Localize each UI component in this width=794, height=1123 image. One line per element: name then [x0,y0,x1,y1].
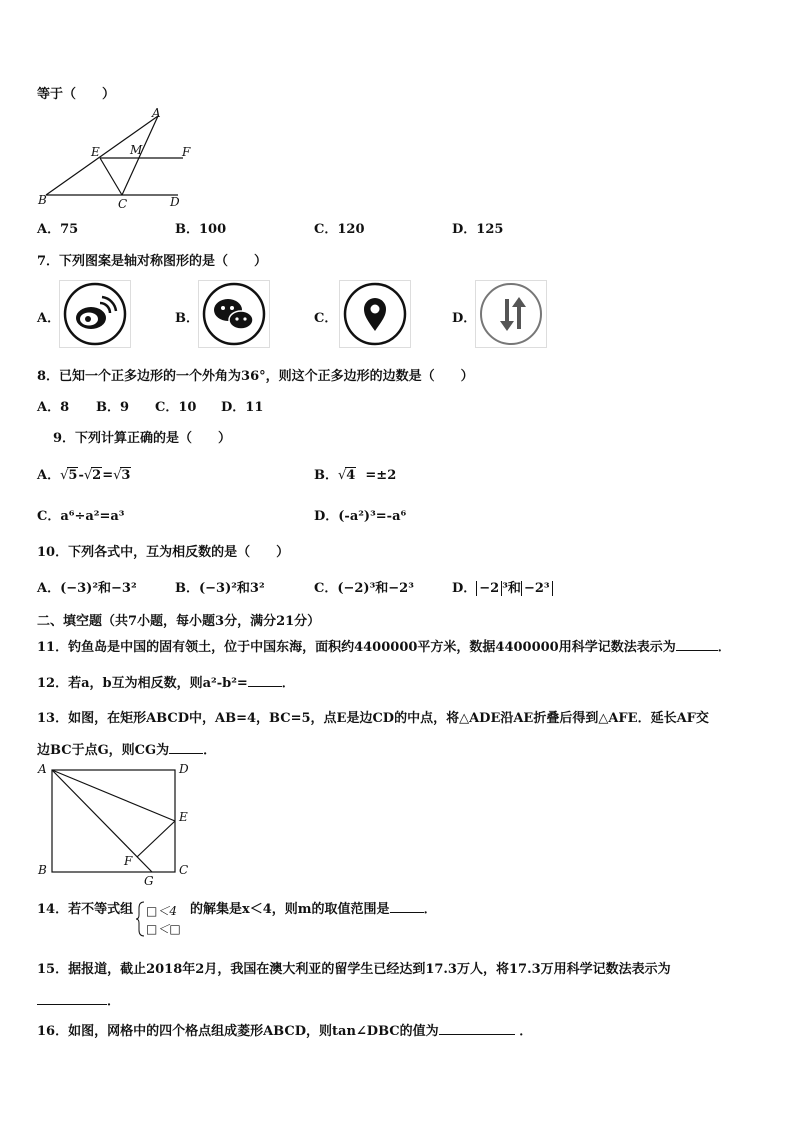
q10-stem: 10．下列各式中，互为相反数的是（ ） [37,545,290,560]
q8-option-c: C．10 [155,400,197,415]
q10-option-b: B．(−3)²和3² [175,581,265,596]
label-e: E [179,810,188,824]
q10-d-abs1: −2 [476,581,502,596]
label-b: B [38,193,47,207]
q14-pre: 14．若不等式组 [37,902,134,917]
q6-figure [36,104,196,214]
q6-option-c: C．120 [314,222,365,237]
q8-option-a: A．8 [37,400,70,415]
line-ae [52,770,175,821]
q13-period: ． [203,743,217,758]
q10-d-label: D． [452,581,477,596]
q9-option-b: B．√4 =±2 [314,468,397,483]
q9-option-c: C．a⁶÷a²=a³ [37,509,125,524]
q7-stem: 7．下列图案是轴对称图形的是（ ） [37,254,268,269]
q16-text: 16．如图，网格中的四个格点组成菱形ABCD，则tan∠DBC的值为 [37,1024,439,1039]
q6-tail: 等于（ ） [37,87,116,102]
q11-text: 11．钓鱼岛是中国的固有领土，位于中国东海，面积约4400000平方米，数据4400000用科学记数法表示为 [37,640,676,655]
q12-answer-blank[interactable] [248,674,282,687]
label-g: G [144,874,154,888]
q9-b-label: B． [314,468,338,483]
label-e: E [91,145,100,159]
q8-option-b: B．9 [96,400,130,415]
rect-abcd [52,770,175,872]
label-c: C [179,863,189,877]
q9-option-d: D．(-a²)³=-a⁶ [314,509,407,524]
q11-period: ． [717,640,731,655]
q12-period: ． [281,676,295,691]
wechat-icon [198,280,270,348]
q16-line [37,1020,532,1039]
brace-icon [136,900,146,938]
q15-line1: 15．据报道，截止2018年2月，我国在澳大利亚的留学生已经达到17.3万人，将17.3万用科学记数法表示为 [37,962,671,977]
q13-figure [34,760,204,888]
q8-option-d: D．11 [221,400,264,415]
q15-line2 [37,990,120,1009]
q14-period: ． [423,902,437,917]
q9-b-rest: =±2 [365,468,397,483]
q10-d-abs2: −2³ [521,581,553,596]
q7-letter-c: C． [314,311,338,326]
q7-letter-d: D． [452,311,477,326]
q9-a-radicand-2: 2 [92,468,102,483]
label-b: B [38,863,47,877]
q14-answer-blank[interactable] [390,900,424,913]
section-2-heading: 二、填空题（共7小题，每小题3分，满分21分） [37,614,321,629]
q12-text: 12．若a，b互为相反数，则a²-b²= [37,676,248,691]
q10-d-mid: ³和 [502,581,521,596]
q16-answer-blank[interactable] [439,1022,515,1035]
q13-line2 [37,739,216,758]
q9-option-a: A．√5-√2=√3 [37,468,131,483]
label-c: C [118,197,128,211]
q9-b-radicand: 4 [346,468,356,483]
q9-a-radicand-1: 5 [68,468,78,483]
q13-answer-blank[interactable] [169,741,203,754]
q11-answer-blank[interactable] [676,638,718,651]
q9-a-label: A． [37,468,61,483]
q15-answer-blank[interactable] [37,992,107,1005]
q9-a-radicand-3: 3 [121,468,131,483]
label-d: D [170,195,180,209]
q9-a-minus: - [78,468,84,483]
label-f: F [124,854,133,868]
up-down-arrows-icon [475,280,547,348]
q16-period: ． [519,1024,533,1039]
q14-sys-line1: □＜4 [146,904,177,918]
label-a: A [152,106,161,120]
q13-line1: 13．如图，在矩形ABCD中，AB=4，BC=5，点E是边CD的中点，将△ADE沿AE折叠后得到△AFE．延长AF交 [37,711,709,726]
q10-option-a: A．(−3)²和−3² [37,581,137,596]
q10-option-c: C．(−2)³和−2³ [314,581,414,596]
label-a: A [38,762,47,776]
line-ef [137,821,175,857]
location-pin-icon [339,280,411,348]
q6-option-b: B．100 [175,222,227,237]
q13-text-2: 边BC于点G，则CG为 [37,743,170,758]
q6-option-d: D．125 [452,222,504,237]
q14-sys-line2: □＜□ [146,922,181,936]
label-m: M [130,143,143,157]
q6-option-a: A．75 [37,222,79,237]
q14-system [136,900,186,938]
q11-line [37,636,731,655]
q7-letter-a: A． [37,311,61,326]
q14-post: 的解集是x＜4，则m的取值范围是 [190,902,390,917]
q10-option-d [452,577,553,596]
q9-a-eq: = [102,468,114,483]
q12-line [37,672,295,691]
q9-stem: 9．下列计算正确的是（ ） [53,431,232,446]
weibo-icon [59,280,131,348]
q7-letter-b: B． [175,311,199,326]
label-d: D [179,762,189,776]
q14-post-line [190,898,437,917]
q8-stem: 8．已知一个正多边形的一个外角为36°，则这个正多边形的边数是（ ） [37,369,474,384]
line-ec [100,158,122,195]
label-f: F [182,145,191,159]
q15-period: ． [107,994,121,1009]
